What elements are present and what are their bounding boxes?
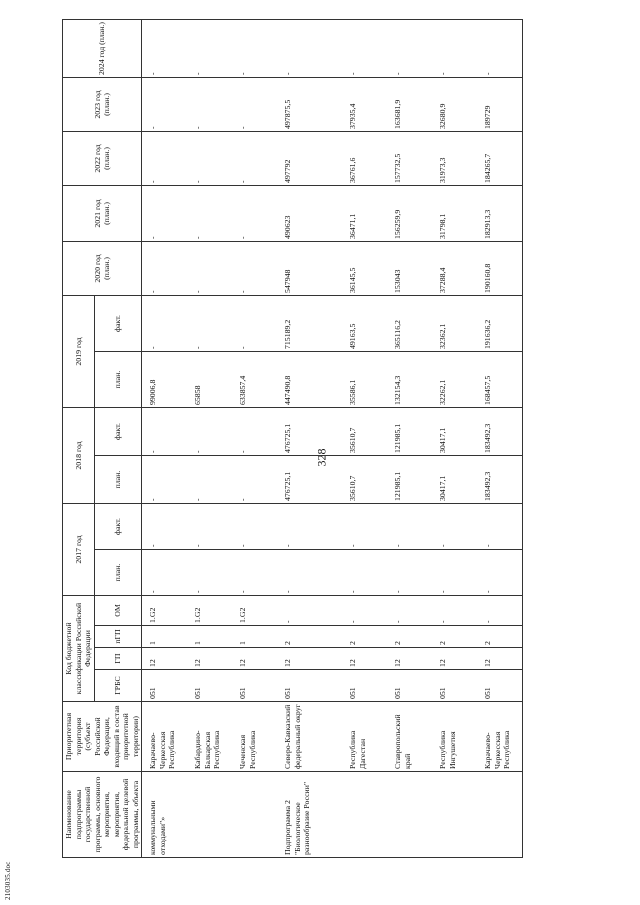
cell-f2018: 476725,1 — [277, 408, 342, 456]
header-plan-2018: план. — [94, 456, 142, 504]
header-plan-2017: план. — [94, 550, 142, 596]
cell-y2020: 153043 — [387, 242, 432, 296]
cell-p2018: - — [142, 456, 188, 504]
cell-f2017: - — [187, 504, 232, 550]
cell-y2020: 36145,5 — [342, 242, 387, 296]
cell-y2020: - — [187, 242, 232, 296]
cell-y2024: - — [387, 20, 432, 78]
cell-p2017: - — [142, 550, 188, 596]
table-row — [187, 20, 232, 858]
cell-p2017: - — [187, 550, 232, 596]
cell-y2023: - — [232, 78, 277, 132]
header-fact-2018: факт. — [94, 408, 142, 456]
footer-code: 2103035.doc — [4, 861, 12, 900]
cell-y2023: - — [142, 78, 188, 132]
cell-gp: 12 — [187, 648, 232, 670]
cell-om: - — [342, 596, 387, 626]
cell-y2020: - — [142, 242, 188, 296]
cell-f2018: - — [187, 408, 232, 456]
budget-table — [62, 19, 523, 858]
table-row — [277, 20, 342, 858]
cell-y2024: - — [342, 20, 387, 78]
cell-y2022: - — [187, 132, 232, 186]
cell-f2017: - — [277, 504, 342, 550]
header-2020: 2020 год (план.) — [63, 242, 142, 296]
cell-om: - — [387, 596, 432, 626]
page-number: 328 — [314, 448, 329, 467]
cell-p2017: - — [342, 550, 387, 596]
cell-p2017: - — [432, 550, 477, 596]
cell-f2018: - — [232, 408, 277, 456]
cell-f2019: 715189,2 — [277, 296, 342, 352]
header-fact-2019: факт. — [94, 296, 142, 352]
cell-pgp: 2 — [477, 626, 523, 648]
table-row — [432, 20, 477, 858]
table-row — [477, 20, 523, 858]
cell-om: - — [432, 596, 477, 626]
cell-f2019: 191636,2 — [477, 296, 523, 352]
cell-grbs: 051 — [432, 670, 477, 702]
cell-f2019: 32362,1 — [432, 296, 477, 352]
cell-f2019: 365116,2 — [387, 296, 432, 352]
cell-p2019: 633857,4 — [232, 352, 277, 408]
cell-pgp: 1 — [142, 626, 188, 648]
table-row — [387, 20, 432, 858]
cell-y2024: - — [187, 20, 232, 78]
cell-pgp: 1 — [232, 626, 277, 648]
header-gp: ГП — [94, 648, 142, 670]
rotated-table-area — [62, 20, 622, 858]
header-pgp: пГП — [94, 626, 142, 648]
cell-grbs: 051 — [342, 670, 387, 702]
cell-grbs: 051 — [387, 670, 432, 702]
cell-name — [387, 772, 432, 858]
cell-territory: Карачаево-Черкесская Республика — [142, 702, 188, 772]
cell-territory: Республика Дагестан — [342, 702, 387, 772]
cell-y2024: - — [432, 20, 477, 78]
cell-f2018: 183492,3 — [477, 408, 523, 456]
cell-om: 1.G2 — [187, 596, 232, 626]
cell-p2017: - — [477, 550, 523, 596]
cell-pgp: 2 — [342, 626, 387, 648]
cell-p2018: 121985,1 — [387, 456, 432, 504]
cell-y2020: 37288,4 — [432, 242, 477, 296]
cell-y2022: 184265,7 — [477, 132, 523, 186]
header-2022: 2022 год (план.) — [63, 132, 142, 186]
cell-territory: Кабардино-Балкарская Республика — [187, 702, 232, 772]
cell-name — [432, 772, 477, 858]
header-fact-2017: факт. — [94, 504, 142, 550]
cell-y2023: 163681,9 — [387, 78, 432, 132]
table-row — [142, 20, 188, 858]
cell-p2019: 168457,5 — [477, 352, 523, 408]
cell-gp: 12 — [432, 648, 477, 670]
cell-p2018: 35610,7 — [342, 456, 387, 504]
cell-f2018: 30417,1 — [432, 408, 477, 456]
cell-p2017: - — [232, 550, 277, 596]
cell-grbs: 051 — [277, 670, 342, 702]
cell-f2019: - — [142, 296, 188, 352]
cell-om: - — [277, 596, 342, 626]
cell-f2019: 49163,5 — [342, 296, 387, 352]
cell-y2024: - — [142, 20, 188, 78]
cell-om: 1.G2 — [142, 596, 188, 626]
cell-y2022: - — [232, 132, 277, 186]
header-grbs: ГРБС — [94, 670, 142, 702]
cell-p2018: 183492,3 — [477, 456, 523, 504]
cell-f2017: - — [142, 504, 188, 550]
cell-name: коммунальными отходами"» — [142, 772, 188, 858]
cell-pgp: 2 — [387, 626, 432, 648]
cell-y2022: 497792 — [277, 132, 342, 186]
header-2021: 2021 год (план.) — [63, 186, 142, 242]
cell-f2017: - — [477, 504, 523, 550]
cell-y2021: - — [232, 186, 277, 242]
cell-territory: Республика Ингушетия — [432, 702, 477, 772]
cell-p2017: - — [277, 550, 342, 596]
header-2018: 2018 год — [63, 408, 95, 504]
cell-name — [232, 772, 277, 858]
cell-y2021: 36471,1 — [342, 186, 387, 242]
cell-y2021: 182913,3 — [477, 186, 523, 242]
header-om: ОМ — [94, 596, 142, 626]
cell-y2022: 31973,3 — [432, 132, 477, 186]
cell-p2019: 447490,8 — [277, 352, 342, 408]
table-body — [142, 20, 523, 858]
cell-name: Подпрограмма 2 "Биологическое разнообразие России" — [277, 772, 342, 858]
cell-gp: 12 — [142, 648, 188, 670]
cell-y2024: - — [232, 20, 277, 78]
cell-f2018: 121985,1 — [387, 408, 432, 456]
cell-p2017: - — [387, 550, 432, 596]
cell-p2019: 35586,1 — [342, 352, 387, 408]
cell-f2017: - — [387, 504, 432, 550]
cell-f2019: - — [232, 296, 277, 352]
cell-territory: Чеченская Республика — [232, 702, 277, 772]
table-row — [232, 20, 277, 858]
cell-y2024: - — [277, 20, 342, 78]
cell-y2021: - — [187, 186, 232, 242]
header-name: Наименование подпрограммы государственной программы, основного мероприятия, мероприятия, федеральной целевой программы, объекта — [63, 772, 142, 858]
cell-p2018: - — [187, 456, 232, 504]
cell-grbs: 051 — [232, 670, 277, 702]
header-kbk-group: Код бюджетной классификации Российской Федерации — [63, 596, 95, 702]
cell-gp: 12 — [387, 648, 432, 670]
cell-p2018: - — [232, 456, 277, 504]
cell-y2023: - — [187, 78, 232, 132]
cell-pgp: 2 — [277, 626, 342, 648]
cell-p2019: 32262,1 — [432, 352, 477, 408]
cell-y2020: 190160,8 — [477, 242, 523, 296]
cell-territory: Северо-Кавказский федеральный округ — [277, 702, 342, 772]
cell-grbs: 051 — [477, 670, 523, 702]
cell-name — [477, 772, 523, 858]
header-2019: 2019 год — [63, 296, 95, 408]
cell-grbs: 051 — [187, 670, 232, 702]
cell-y2021: 31798,1 — [432, 186, 477, 242]
cell-y2024: - — [477, 20, 523, 78]
cell-pgp: 2 — [432, 626, 477, 648]
cell-f2019: - — [187, 296, 232, 352]
cell-y2020: 547948 — [277, 242, 342, 296]
cell-y2023: 497875,5 — [277, 78, 342, 132]
cell-y2021: 156259,9 — [387, 186, 432, 242]
header-plan-2019: план. — [94, 352, 142, 408]
cell-y2023: 37935,4 — [342, 78, 387, 132]
header-2023: 2023 год (план.) — [63, 78, 142, 132]
cell-y2023: 189729 — [477, 78, 523, 132]
cell-grbs: 051 — [142, 670, 188, 702]
cell-om: 1.G2 — [232, 596, 277, 626]
table-row — [342, 20, 387, 858]
cell-territory: Ставропольский край — [387, 702, 432, 772]
cell-p2018: 476725,1 — [277, 456, 342, 504]
cell-y2020: - — [232, 242, 277, 296]
cell-f2017: - — [232, 504, 277, 550]
cell-p2019: 99006,8 — [142, 352, 188, 408]
cell-gp: 12 — [232, 648, 277, 670]
cell-p2018: 30417,1 — [432, 456, 477, 504]
cell-y2021: - — [142, 186, 188, 242]
cell-f2017: - — [342, 504, 387, 550]
cell-pgp: 1 — [187, 626, 232, 648]
cell-p2019: 65858 — [187, 352, 232, 408]
cell-gp: 12 — [342, 648, 387, 670]
header-territory: Приоритетная территория (субъект Российской Федерации, входящий в состав приоритетной территории) — [63, 702, 142, 772]
cell-y2021: 490623 — [277, 186, 342, 242]
cell-gp: 12 — [277, 648, 342, 670]
cell-f2018: 35610,7 — [342, 408, 387, 456]
cell-y2022: - — [142, 132, 188, 186]
table-header — [63, 20, 142, 858]
cell-om: - — [477, 596, 523, 626]
cell-y2022: 36761,6 — [342, 132, 387, 186]
header-2017: 2017 год — [63, 504, 95, 596]
cell-gp: 12 — [477, 648, 523, 670]
cell-territory: Карачаево-Черкесская Республика — [477, 702, 523, 772]
cell-name — [342, 772, 387, 858]
cell-p2019: 132154,3 — [387, 352, 432, 408]
cell-f2018: - — [142, 408, 188, 456]
cell-y2023: 32680,9 — [432, 78, 477, 132]
cell-y2022: 157732,5 — [387, 132, 432, 186]
cell-name — [187, 772, 232, 858]
header-2024: 2024 год (план.) — [63, 20, 142, 78]
cell-f2017: - — [432, 504, 477, 550]
